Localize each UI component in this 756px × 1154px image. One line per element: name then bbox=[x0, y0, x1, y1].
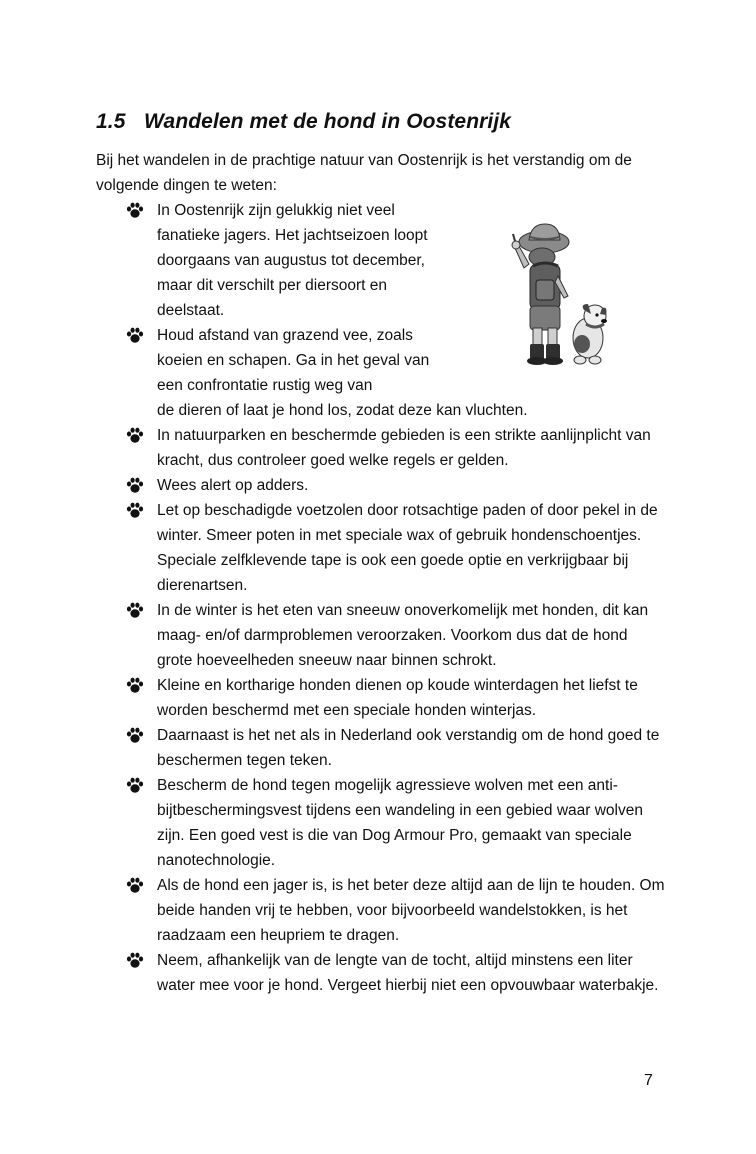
paw-print-icon bbox=[126, 327, 144, 344]
list-item bbox=[126, 673, 666, 723]
paw-print-icon bbox=[126, 727, 144, 744]
section-heading bbox=[96, 110, 511, 134]
list-item-text: In de winter is het eten van sneeuw onoverkomelijk met honden, dit kan maag- en/of darmproblemen veroorzaken. Voorkom dus dat de hond grote hoeveelheden sneeuw naar binnen schrokt. bbox=[157, 602, 649, 669]
paw-print-icon bbox=[126, 952, 144, 969]
list-item bbox=[126, 473, 666, 498]
section-title: Wandelen met de hond in Oostenrijk bbox=[144, 110, 512, 133]
paw-print-icon bbox=[126, 502, 144, 519]
list-item-text: Houd afstand van grazend vee, zoals koeien en schapen. Ga in het geval van een confrontatie rustig weg van bbox=[157, 327, 430, 394]
list-item bbox=[126, 723, 666, 773]
list-item-text: Als de hond een jager is, is het beter deze altijd aan de lijn te houden. Om beide handen vrij te hebben, voor bijvoorbeeld wandelstokken, is het raadzaam een heupriem te dragen. bbox=[157, 877, 665, 944]
list-item-text: Daarnaast is het net als in Nederland ook verstandig om de hond goed te beschermen tegen teken. bbox=[157, 727, 660, 769]
list-item-text: Kleine en kortharige honden dienen op koude winterdagen het liefst te worden beschermd met een speciale honden winterjas. bbox=[157, 677, 638, 719]
paw-print-icon bbox=[126, 777, 144, 794]
list-item bbox=[126, 498, 666, 598]
intro-paragraph: Bij het wandelen in de prachtige natuur van Oostenrijk is het verstandig om de volgende dingen te weten: bbox=[96, 152, 632, 194]
list-item bbox=[126, 873, 666, 948]
list-item bbox=[126, 948, 666, 998]
list-item bbox=[126, 598, 666, 673]
list-item-text: Wees alert op adders. bbox=[157, 477, 309, 494]
paw-print-icon bbox=[126, 677, 144, 694]
list-item-text: Bescherm de hond tegen mogelijk agressieve wolven met een anti-bijtbeschermingsvest tijdens een wandeling in een gebied waar wolven zijn. Een goed vest is die van Dog Armour Pro, gemaakt van speciale nanotechnologie. bbox=[157, 777, 643, 869]
paw-print-icon bbox=[126, 877, 144, 894]
list-item-text: Neem, afhankelijk van de lengte van de tocht, altijd minstens een liter water mee voor je hond. Vergeet hierbij niet een opvouwbaar waterbakje. bbox=[157, 952, 659, 994]
paw-print-icon bbox=[126, 477, 144, 494]
page-number: 7 bbox=[644, 1072, 653, 1089]
list-item-text: In natuurparken en beschermde gebieden is een strikte aanlijnplicht van kracht, dus controleer goed welke regels er gelden. bbox=[157, 427, 651, 469]
list-item-text: Let op beschadigde voetzolen door rotsachtige paden of door pekel in de winter. Smeer poten in met speciale wax of gebruik hondenschoentjes. Speciale zelfklevende tape is ook een goede optie en verkrijgbaar bij dierenartsen. bbox=[157, 502, 658, 594]
section-number: 1.5 bbox=[96, 110, 126, 133]
list-item bbox=[126, 423, 666, 473]
list-item bbox=[126, 198, 447, 323]
list-item bbox=[126, 773, 666, 873]
list-item bbox=[126, 323, 528, 423]
paw-print-icon bbox=[126, 427, 144, 444]
list-item-text: In Oostenrijk zijn gelukkig niet veel fanatieke jagers. Het jachtseizoen loopt doorgaans van augustus tot december, maar dit verschilt per diersoort en deelstaat. bbox=[157, 202, 428, 319]
paw-print-icon bbox=[126, 202, 144, 219]
list-item-text-continued: de dieren of laat je hond los, zodat deze kan vluchten. bbox=[157, 402, 528, 419]
paw-print-icon bbox=[126, 602, 144, 619]
hiker-with-dog-illustration bbox=[500, 220, 612, 368]
